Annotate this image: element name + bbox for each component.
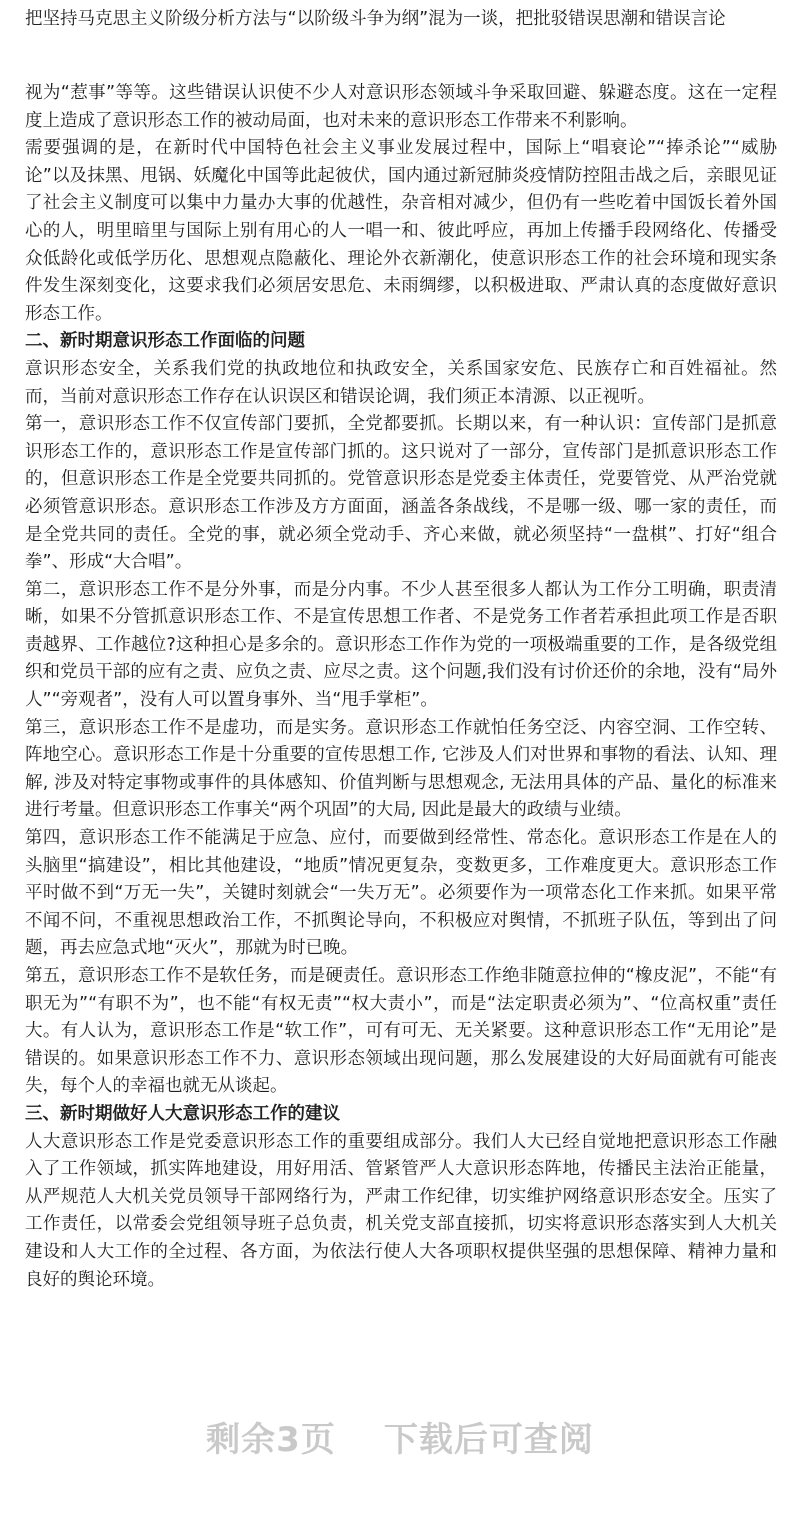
remaining-pages-text: 剩余3页 — [206, 1420, 336, 1460]
download-prompt-banner[interactable] — [0, 1412, 800, 1461]
document-body — [25, 80, 777, 1294]
paragraph: 第一，意识形态工作不仅宣传部门要抓，全党都要抓。长期以来，有一种认识：宣传部门是抓意识形态工作的，意识形态工作是宣传部门抓的。这只说对了一部分，宣传部门是抓意识形态工作的，但意识形态工作是全党要共同抓的。党管意识形态是党委主体责任，党要管党、从严治党就必须管意识形态。意识形态工作涉及方方面面，涵盖各条战线，不是哪一级、哪一家的责任，而是全党共同的责任。全党的事，就必须全党动手、齐心来做，就必须坚持“一盘棋”、打好“组合拳”、形成“大合唱”。 — [25, 414, 777, 573]
download-to-view-text: 下载后可查阅 — [383, 1420, 594, 1460]
top-text-line: 把坚持马克思主义阶级分析方法与“以阶级斗争为纲”混为一谈，把批驳错误思潮和错误言论 — [25, 9, 726, 29]
paragraph: 需要强调的是，在新时代中国特色社会主义事业发展过程中，国际上“唱衰论”“捧杀论”“威胁论”以及抹黑、甩锅、妖魔化中国等此起彼伏，国内通过新冠肺炎疫情防控阻击战之后，亲眼见证了社会主义制度可以集中力量办大事的优越性，杂音相对减少，但仍有一些吃着中国饭长着外国心的人，明里暗里与国际上别有用心的人一唱一和、彼此呼应，再加上传播手段网络化、传播受众低龄化或低学历化、思想观点隐蔽化、理论外衣新潮化，使意识形态工作的社会环境和现实条件发生深刻变化，这要求我们必须居安思危、未雨绸缪，以积极进取、严肃认真的态度做好意识形态工作。 — [25, 138, 777, 324]
section-heading: 三、新时期做好人大意识形态工作的建议 — [25, 1103, 340, 1124]
paragraph: 第五，意识形态工作不是软任务，而是硬责任。意识形态工作绝非随意拉伸的“橡皮泥”，不能“有职无为”“有职不为”，也不能“有权无责”“权大责小”，而是“法定职责必须为”、“位高权重”责任大。有人认为，意识形态工作是“软工作”，可有可无、无关紧要。这种意识形态工作“无用论”是错误的。如果意识形态工作不力、意识形态领域出现问题，那么发展建设的大好局面就有可能丧失，每个人的幸福也就无从谈起。 — [25, 966, 777, 1097]
paragraph: 第二，意识形态工作不是分外事，而是分内事。不少人甚至很多人都认为工作分工明确，职责清晰，如果不分管抓意识形态工作、不是宣传思想工作者、不是党务工作者若承担此项工作是否职责越界、工作越位?这种担心是多余的。意识形态工作作为党的一项极端重要的工作，是各级党组织和党员干部的应有之责、应负之责、应尽之责。这个问题,我们没有讨价还价的余地，没有“局外人”“旁观者”，没有人可以置身事外、当“甩手掌柜”。 — [25, 579, 777, 711]
paragraph: 视为“惹事”等等。这些错误认识使不少人对意识形态领域斗争采取回避、躲避态度。这在一定程度上造成了意识形态工作的被动局面，也对未来的意识形态工作带来不利影响。 — [25, 83, 777, 131]
paragraph: 第三，意识形态工作不是虚功，而是实务。意识形态工作就怕任务空泛、内容空洞、工作空转、阵地空心。意识形态工作是十分重要的宣传思想工作, 它涉及人们对世界和事物的看法、认知、理解, 涉及对特定事物或事件的具体感知、价值判断与思想观念, 无法用具体的产品、量化的标准来进行考量。但意识形态工作事关“两个巩固”的大局, 因此是最大的政绩与业绩。 — [25, 717, 777, 821]
paragraph: 意识形态安全，关系我们党的执政地位和执政安全，关系国家安危、民族存亡和百姓福祉。然而，当前对意识形态工作存在认识误区和错误论调，我们须正本清源、以正视听。 — [25, 358, 777, 407]
section-heading: 二、新时期意识形态工作面临的问题 — [25, 331, 305, 352]
paragraph: 第四，意识形态工作不能满足于应急、应付，而要做到经常性、常态化。意识形态工作是在人的头脑里“搞建设”，相比其他建设，“地质”情况更复杂，变数更多，工作难度更大。意识形态工作平时做不到“万无一失”，关键时刻就会“一失万无”。必须要作为一项常态化工作来抓。如果平常不闻不问，不重视思想政治工作，不抓舆论导向，不积极应对舆情，不抓班子队伍，等到出了问题，再去应急式地“灭火”，那就为时已晚。 — [25, 828, 777, 959]
paragraph: 人大意识形态工作是党委意识形态工作的重要组成部分。我们人大已经自觉地把意识形态工作融入了工作领域，抓实阵地建设，用好用活、管紧管严人大意识形态阵地，传播民主法治正能量，从严规范人大机关党员领导干部网络行为，严肃工作纪律，切实维护网络意识形态安全。压实了工作责任，以常委会党组领导班子总负责，机关党支部直接抓，切实将意识形态落实到人大机关建设和人大工作的全过程、各方面，为依法行使人大各项职权提供坚强的思想保障、精神力量和良好的舆论环境。 — [25, 1131, 777, 1290]
